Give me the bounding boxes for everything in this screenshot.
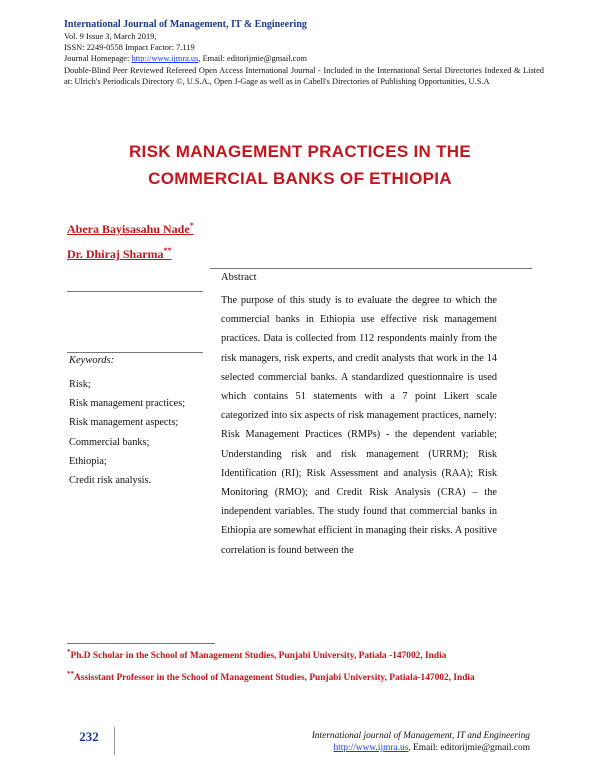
keyword-item: Credit risk analysis.: [69, 475, 152, 487]
keywords-top-rule: [67, 291, 203, 292]
page-footer: [250, 730, 530, 754]
keyword-item: Commercial banks;: [69, 436, 150, 448]
title-line-1: RISK MANAGEMENT PRACTICES IN THE: [128, 142, 472, 161]
homepage-link[interactable]: http://www.ijmra.us: [131, 54, 199, 64]
keywords-divider: [67, 352, 203, 353]
footnote-text: Ph.D Scholar in the School of Management Studies, Punjabi University, Patiala -147002, India: [70, 651, 447, 662]
footnote-mark: **: [67, 670, 74, 678]
journal-homepage: [64, 53, 544, 64]
homepage-email: , Email: editorijmie@gmail.com: [198, 54, 308, 64]
page-number: 232: [79, 729, 99, 744]
author-name: Dr. Dhiraj Sharma: [67, 247, 164, 261]
journal-header: [64, 18, 544, 87]
abstract-text: The purpose of this study is to evaluate the degree to which the commercial banks in Ethiopia use effective risk management practices. Data is collected from 112 respondents mainly from the risk managers, risk experts, and credit analysts that work in the 14 selected commercial banks. A standardized questionnaire is used which contains 51 statements with a 7 point Likert scale categorized into six aspects of risk management practices, namely: Risk Management Practices (RMPs) - the dependent variable; Understanding risk and risk management (URRM); Risk Identification (RI); Risk Assessment and analysis (RAA); Risk Monitoring (RMO); and Credit Risk Analysis (CRA) – the independent variables. The study found that commercial banks in Ethiopia are somewhat efficient in managing their risks. A positive correlation is found between the: [221, 295, 497, 556]
footer-divider: [114, 727, 115, 755]
footnote-mark: *: [67, 648, 71, 656]
volume-issue: Vol. 9 Issue 3, March 2019,: [64, 32, 157, 41]
keywords-title: Keywords:: [69, 355, 115, 366]
abstract-heading: Abstract: [221, 272, 257, 283]
keyword-item: Ethiopia;: [69, 455, 107, 467]
footer-email: , Email: editorijmie@gmail.com: [408, 743, 530, 753]
author-name: Abera Bayisasahu Nade: [67, 222, 190, 236]
keyword-item: Risk management practices;: [69, 398, 186, 410]
paper-title: [0, 138, 600, 192]
abstract-top-rule: [210, 268, 532, 269]
indexing-note: Double-Blind Peer Reviewed Refereed Open Access International Journal - Included in the International Serial Directories Indexed & Listed at: Ulrich's Periodicals Directory ©, U.S.A., Open J-Gage as well as in Cabell's Directories of Publishing Opportunities, U.S.A: [64, 65, 544, 86]
keyword-item: Risk management aspects;: [69, 417, 179, 429]
author-2: [67, 246, 172, 262]
author-1: [67, 221, 194, 237]
keyword-item: Risk;: [69, 379, 91, 390]
homepage-label: Journal Homepage:: [64, 54, 132, 64]
title-line-2: COMMERCIAL BANKS OF ETHIOPIA: [148, 169, 452, 188]
keywords-list: [69, 375, 201, 490]
footer-journal: International journal of Management, IT and Engineering: [311, 731, 530, 741]
footer-contact: [250, 742, 530, 754]
author-mark: *: [189, 221, 194, 230]
author-mark: **: [163, 246, 172, 255]
footnote-text: Assisstant Professor in the School of Management Studies, Punjabi University, Patiala-147002, India: [74, 673, 475, 684]
footer-link[interactable]: http://www.ijmra.us: [333, 743, 409, 753]
issn-impact: ISSN: 2249-0558 Impact Factor: 7.119: [64, 43, 195, 53]
footnote-2: [67, 664, 537, 688]
footnote-1: [67, 642, 537, 666]
journal-title: International Journal of Management, IT & Engineering: [64, 19, 307, 30]
